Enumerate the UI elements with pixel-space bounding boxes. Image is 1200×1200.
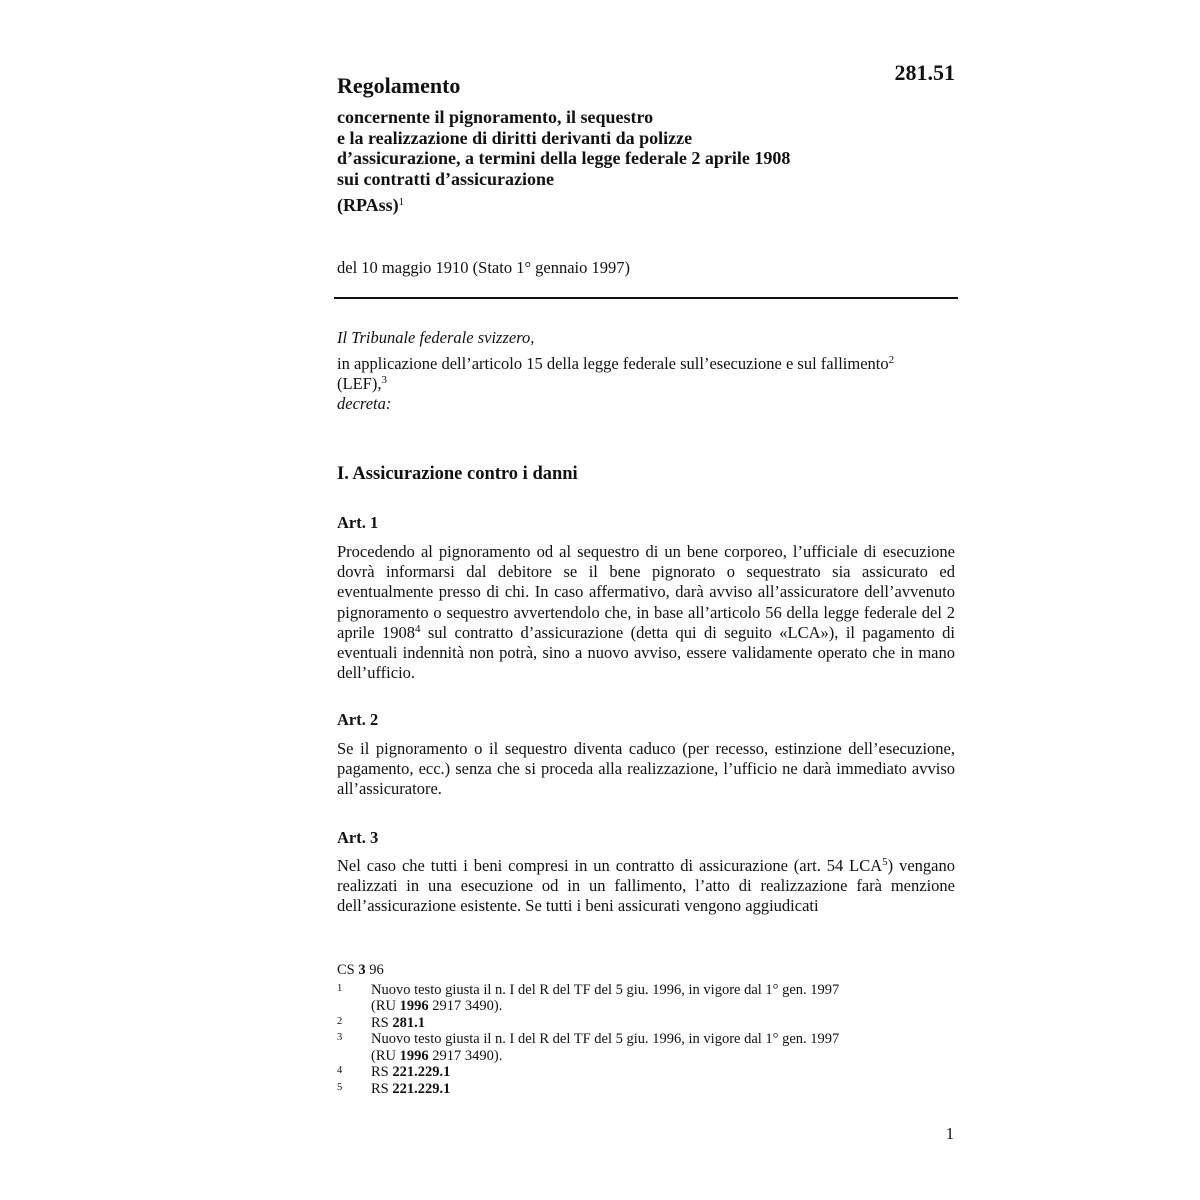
page-number: 1 [945,1124,954,1143]
article-heading: Art. 1 [337,513,379,532]
footnote [337,1015,957,1032]
edition-number: 3 [358,962,366,978]
preamble-authority: Il Tribunale federale svizzero, [337,328,535,347]
footnote-line: Nuovo testo giusta il n. I del R del TF del 5 giu. 1996, in vigore dal 1° gen. 1997 [371,1031,840,1047]
footnote-ref: 2 [888,354,895,366]
footnote-ref-bold: 221.229.1 [392,1080,451,1097]
footnote-ref: 5 [882,856,888,868]
footnotes [337,962,957,1097]
footnote [337,982,957,1015]
footnote-ref-bold: 281.1 [392,1014,425,1031]
footnote [337,1031,957,1064]
section-heading: I. Assicurazione contro i danni [337,464,578,484]
footnote-ref-suffix: 2917 3490). [428,998,503,1014]
article-body: Se il pignoramento o il sequestro diventa caduco (per recesso, estinzione dell’esecuzione, pagamento, ecc.) senza che si proceda alla realizzazione, l’ufficio ne darà immediato avviso all’assicuratore. [337,739,955,799]
subtitle-line: d’assicurazione, a termini della legge federale 2 aprile 1908 [337,148,791,168]
article-body [337,856,955,917]
footnote-number: 2 [337,1015,343,1027]
footnote-ref: 1 [398,196,405,208]
abbreviation-text: (RPAss) [337,195,399,215]
footnote-line [371,1048,957,1065]
footnote-ref: 4 [414,622,421,635]
footnote-ref-prefix: (RU [371,998,400,1014]
document-title: Regolamento [337,73,461,98]
preamble-basis-cont [337,374,957,394]
divider [334,297,958,299]
subtitle-line: sui contratti d’assicurazione [337,168,554,189]
footnote-ref-bold: 1996 [399,998,429,1014]
footnote-number: 4 [337,1065,343,1076]
footnote-ref-prefix: RS [371,1014,393,1031]
footnote-text [371,1064,957,1081]
footnote [337,1081,957,1098]
subtitle-line: e la realizzazione di diritti derivanti da polizze [337,127,693,148]
article-heading: Art. 3 [337,828,379,847]
preamble-basis [337,354,957,374]
edition-mark [337,962,957,979]
article-heading: Art. 2 [337,710,379,729]
subtitle-line: concernente il pignoramento, il sequestro [337,107,654,127]
footnote-ref-bold: 1996 [399,1047,429,1064]
article-body [337,542,955,683]
footnote-line [371,998,957,1015]
preamble-basis-cont-text: (LEF), [337,374,382,393]
footnote-ref-prefix: RS [371,1080,393,1097]
preamble-decree: decreta: [337,394,392,413]
footnote-number: 5 [337,1081,343,1093]
footnote-ref-prefix: (RU [371,1047,400,1064]
abbreviation [337,195,404,216]
edition-prefix: CS [337,962,359,978]
footnote-text [371,1031,957,1064]
article-text: sul contratto d’assicurazione (detta qui di seguito «LCA»), il pagamento di eventuali indennità non potrà, sino a nuovo avviso, essere validamente operato che in mano dell’ufficio. [337,622,956,683]
preamble-basis-text: in applicazione dell’articolo 15 della legge federale sull’esecuzione e sul fallimento [337,354,889,373]
preamble [337,328,957,414]
document-date: del 10 maggio 1910 (Stato 1° gennaio 1997) [337,258,631,277]
footnote-text [371,1081,957,1098]
footnote-number: 3 [337,1032,343,1043]
footnote-line: Nuovo testo giusta il n. I del R del TF del 5 giu. 1996, in vigore dal 1° gen. 1997 [371,981,840,998]
footnote-ref-prefix: RS [371,1064,393,1080]
edition-suffix: 96 [365,962,384,978]
footnote-text [371,982,957,1015]
sr-number: 281.51 [894,60,955,85]
article-text: ) vengano realizzati in una esecuzione od in un fallimento, l’atto di realizzazione farà menzione dell’assicurazione esistente. Se tutti i beni assicurati vengono aggiudicati [337,856,955,916]
footnote-number: 1 [337,982,343,994]
article-text: Nel caso che tutti i beni compresi in un contratto di assicurazione (art. 54 LCA [337,856,883,875]
footnote-text [371,1015,957,1032]
footnote-ref-bold: 221.229.1 [392,1064,451,1080]
footnote-ref: 3 [381,374,387,386]
document-subtitle [337,107,937,189]
footnote [337,1064,957,1081]
article-text: Procedendo al pignoramento od al sequestro di un bene corporeo, l’ufficiale di esecuzione dovrà informarsi dal debitore se il bene pignorato o sequestrato sia assicurato ed eventualmente presso di chi. In caso affermativo, darà avviso all’assicuratore dell’avvenuto pignoramento o sequestro avvertendolo che, in base all’articolo 56 della legge federale del 2 aprile 1908 [337,542,955,642]
footnote-ref-suffix: 2917 3490). [428,1047,503,1064]
